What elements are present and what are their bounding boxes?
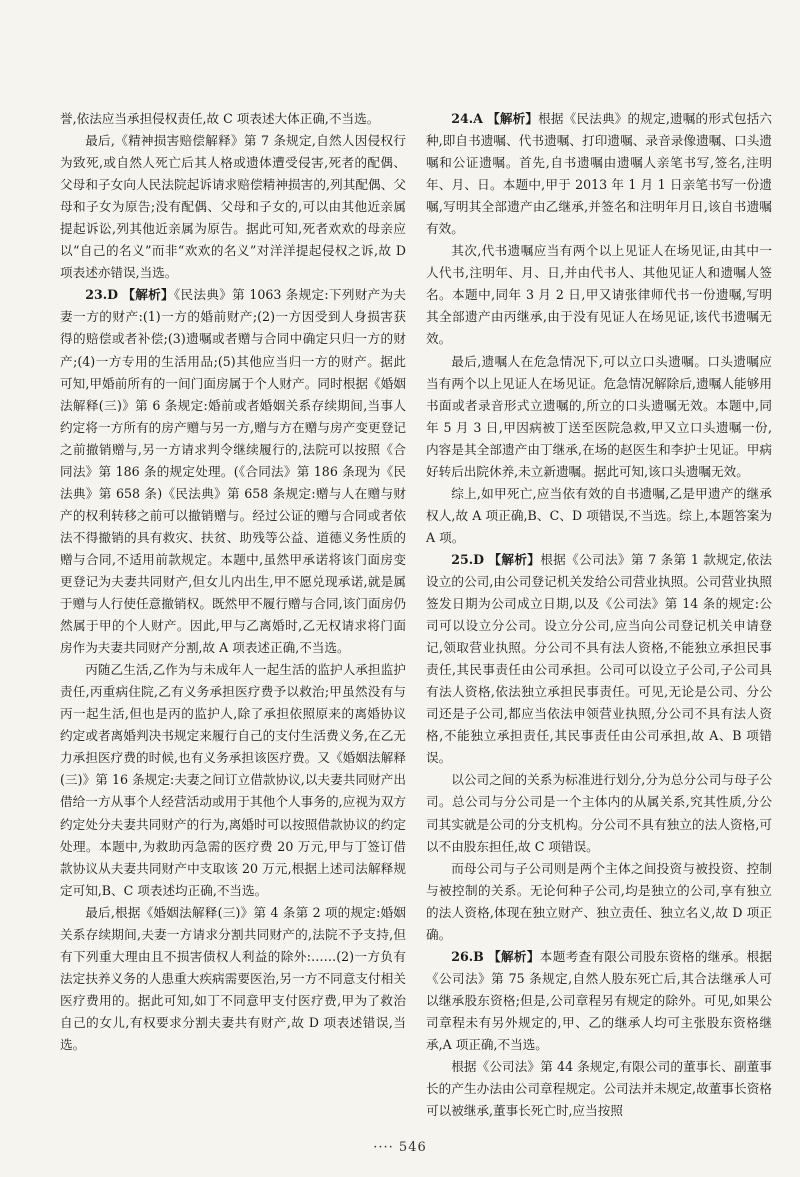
right-column (426, 108, 772, 1122)
paragraph-text: 最后,根据《婚姻法解释(三)》第 4 条第 2 项的规定:婚姻关系存续期间,夫妻一方请求分割共同财产的,法院不予支持,但有下列重大理由且不损害债权人利益的除外:……(2)一方负有法定扶养义务的人患重大疾病需要医治,另一方不同意支付相关医疗费用的。据此可知,如丁不同意甲支付医疗费,甲为了救治自己的女儿,有权要求分割夫妻共有财产,故 D 项表述错误,当选。 (60, 904, 406, 1052)
paragraph (60, 130, 406, 284)
paragraph-text: 本题考查有限公司股东资格的继承。根据《公司法》第 75 条规定,自然人股东死亡后,其合法继承人可以继承股东资格;但是,公司章程另有规定的除外。可见,如果公司章程未有另外规定的,甲、乙的继承人均可主张股东资格继承,A 项正确,不当选。 (426, 948, 773, 1052)
paragraph-text: 以公司之间的关系为标准进行划分,分为总分公司与母子公司。总公司与分公司是一个主体内的从属关系,究其性质,分公司其实就是公司的分支机构。分公司不具有独立的法人资格,可以不由股东担任,故 C 项错误。 (426, 772, 772, 854)
answer-paragraph (426, 946, 772, 1056)
paragraph-continuation (60, 108, 406, 130)
footer-dash: ···· (373, 1140, 394, 1155)
paragraph-text: 根据《公司法》第 44 条规定,有限公司的董事长、副董事长的产生办法由公司章程规定。公司法并未规定,故董事长资格可以被继承,董事长死亡时,应当按照 (426, 1059, 772, 1119)
paragraph-text: 誉,依法应当承担侵权责任,故 C 项表述大体正确,不当选。 (60, 111, 380, 126)
paragraph-text: 而母公司与子公司则是两个主体之间投资与被投资、控制与被控制的关系。无论何种子公司,均是独立的公司,享有独立的法人资格,体现在独立财产、独立责任、独立名义,故 D 项正确。 (426, 860, 772, 942)
paragraph (426, 351, 772, 483)
paragraph-text: 最后,《精神损害赔偿解释》第 7 条规定,自然人因侵权行为致死,或自然人死亡后其人格或遗体遭受侵害,死者的配偶、父母和子女向人民法院起诉请求赔偿精神损害的,列其配偶、父母和子女为原告;没有配偶、父母和子女的,可以由其他近亲属提起诉讼,列其他近亲属为原告。据此可知,死者欢欢的母亲应以“自己的名义”而非“欢欢的名义”对洋洋提起侵权之诉,故 D 项表述亦错误,当选。 (60, 133, 406, 281)
paragraph (426, 1056, 772, 1122)
paragraph-text: 综上,如甲死亡,应当依有效的自书遗嘱,乙是甲遗产的继承权人,故 A 项正确,B、C、D 项错误,不当选。综上,本题答案为 A 项。 (426, 485, 772, 545)
question-answer-number: 23.D (85, 287, 119, 303)
analysis-tag: 【解析】 (487, 111, 539, 126)
paragraph-text: 其次,代书遗嘱应当有两个以上见证人在场见证,由其中一人代书,注明年、月、日,并由代书人、其他见证人和遗嘱人签名。本题中,同年 3 月 2 日,甲又请张律师代书一份遗嘱,写明其全部遗产由丙继承,由于没有见证人在场见证,该代书遗嘱无效。 (426, 243, 772, 347)
page-number: 546 (398, 1140, 427, 1155)
paragraph (60, 659, 406, 902)
paragraph-text: 丙随乙生活,乙作为与未成年人一起生活的监护人承担监护责任,丙重病住院,乙有义务承担医疗费予以救治;甲虽然没有与丙一起生活,但也是丙的监护人,除了承担依照原来的离婚协议约定或者离婚判决书规定来履行自己的支付生活费义务,在乙无力承担医疗费的时候,也有义务承担该医疗费。又《婚姻法解释(三)》第 16 条规定:夫妻之间订立借款协议,以夫妻共同财产出借给一方从事个人经营活动或用于其他个人事务的,应视为双方约定处分夫妻共同财产的行为,离婚时可以按照借款协议的约定处理。本题中,为救助丙急需的医疗费 20 万元,甲与丁签订借款协议从夫妻共同财产中支取该 20 万元,根据上述司法解释规定可知,B、C 项表述均正确,不当选。 (60, 662, 406, 898)
paragraph (60, 902, 406, 1056)
paragraph-text: 最后,遗嘱人在危急情况下,可以立口头遗嘱。口头遗嘱应当有两个以上见证人在场见证。危急情况解除后,遗嘱人能够用书面或者录音形式立遗嘱的,所立的口头遗嘱无效。本题中,同年 5 月 3 日,甲因病被丁送至医院急救,甲又立口头遗嘱一份,内容是其全部遗产由丁继承,在场的赵医生和李护士见证。甲病好转后出院休养,未立新遗嘱。据此可知,该口头遗嘱无效。 (426, 353, 772, 479)
paragraph (426, 769, 772, 857)
left-column (60, 108, 406, 1056)
question-answer-number: 25.D (451, 551, 485, 567)
analysis-tag: 【解析】 (488, 551, 541, 567)
paragraph-text: 根据《民法典》的规定,遗嘱的形式包括六种,即自书遗嘱、代书遗嘱、打印遗嘱、录音录像遗嘱、口头遗嘱和公证遗嘱。首先,自书遗嘱由遗嘱人亲笔书写,签名,注明年、月、日。本题中,甲于 2013 年 1 月 1 日亲笔书写一份遗嘱,写明其全部遗产由乙继承,并签名和注明年月日,该自书遗嘱有效。 (426, 111, 772, 237)
paragraph (426, 858, 772, 946)
analysis-tag: 【解析】 (122, 287, 174, 303)
question-answer-number: 26.B (451, 948, 484, 964)
answer-paragraph (426, 108, 772, 240)
paragraph (426, 483, 772, 549)
page-footer (0, 1140, 800, 1155)
analysis-tag: 【解析】 (488, 948, 540, 964)
question-answer-number: 24.A (451, 111, 483, 126)
answer-paragraph (60, 284, 406, 659)
paragraph-text: 《民法典》第 1063 条规定:下列财产为夫妻一方的财产:(1)一方的婚前财产;(2)一方因受到人身损害获得的赔偿或者补偿;(3)遗嘱或者赠与合同中确定只归一方的财产;(4)一方专用的生活用品;(5)其他应当归一方的财产。据此可知,甲婚前所有的一间门面房属于个人财产。同时根据《婚姻法解释(三)》第 6 条规定:婚前或者婚姻关系存续期间,当事人约定将一方所有的房产赠与另一方,赠与方在赠与房产变更登记之前撤销赠与,另一方请求判令继续履行的,法院可以按照《合同法》第 186 条的规定处理。(《合同法》第 186 条现为《民法典》第 658 条)《民法典》第 658 条规定:赠与人在赠与财产的权利转移之前可以撤销赠与。经过公证的赠与合同或者依法不得撤销的具有救灾、扶贫、助残等公益、道德义务性质的赠与合同,不适用前款规定。本题中,虽然甲承诺将该门面房变更登记为夫妻共同财产,但女儿内出生,甲不愿兑现承诺,就是属于赠与人行使任意撤销权。既然甲不履行赠与合同,该门面房仍然属于甲的个人财产。因此,甲与乙离婚时,乙无权请求将门面房作为夫妻共同财产分割,故 A 项表述正确,不当选。 (60, 287, 406, 656)
paragraph-text: 根据《公司法》第 7 条第 1 款规定,依法设立的公司,由公司登记机关发给公司营业执照。公司营业执照签发日期为公司成立日期,以及《公司法》第 14 条的规定:公司可以设立分公司。设立分公司,应当向公司登记机关申请登记,领取营业执照。分公司不具有法人资格,不能独立承担民事责任,其民事责任由公司承担。公司可以设立子公司,子公司具有法人资格,依法独立承担民事责任。可见,无论是公司、分公司还是子公司,都应当依法申领营业执照,分公司不具有法人资格,不能独立承担责任,其民事责任由公司承担,故 A、B 项错误。 (426, 551, 772, 766)
answer-paragraph (426, 549, 772, 769)
paragraph (426, 240, 772, 350)
